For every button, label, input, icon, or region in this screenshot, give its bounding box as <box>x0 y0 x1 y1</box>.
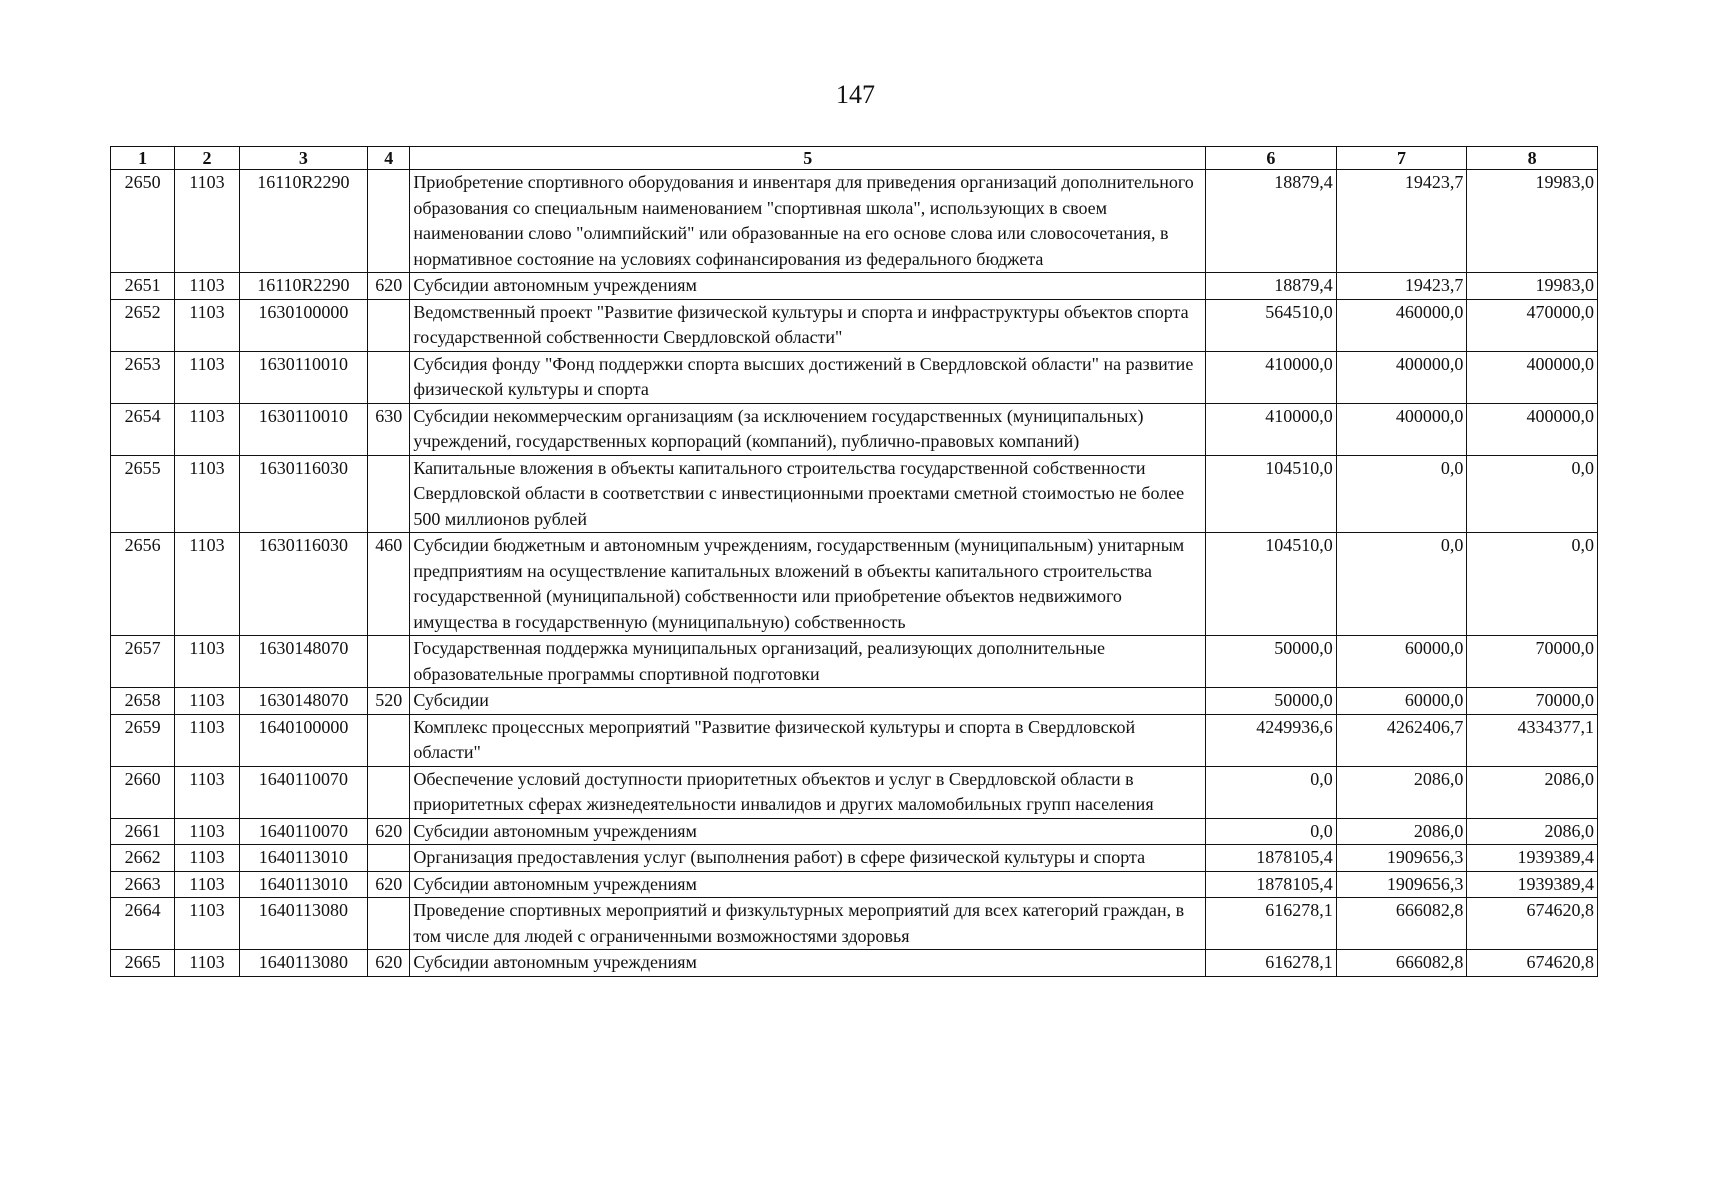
expense-type-cell <box>368 898 410 950</box>
row-number-cell: 2663 <box>111 871 175 898</box>
amount-year2-cell: 666082,8 <box>1336 898 1467 950</box>
target-code-cell: 1640113080 <box>239 950 368 977</box>
amount-year2-cell: 0,0 <box>1336 455 1467 533</box>
section-code-cell: 1103 <box>175 351 239 403</box>
target-code-cell: 1640110070 <box>239 766 368 818</box>
table-row <box>111 818 1598 845</box>
amount-year1-cell: 616278,1 <box>1206 950 1337 977</box>
amount-year2-cell: 400000,0 <box>1336 351 1467 403</box>
target-code-cell: 1630116030 <box>239 455 368 533</box>
description-cell: Субсидии автономным учреждениям <box>410 871 1206 898</box>
column-header: 7 <box>1336 147 1467 170</box>
amount-year2-cell: 0,0 <box>1336 533 1467 636</box>
table-row <box>111 455 1598 533</box>
table-row <box>111 533 1598 636</box>
amount-year2-cell: 60000,0 <box>1336 688 1467 715</box>
description-cell: Субсидии автономным учреждениям <box>410 818 1206 845</box>
section-code-cell: 1103 <box>175 845 239 872</box>
table-row <box>111 636 1598 688</box>
amount-year1-cell: 564510,0 <box>1206 299 1337 351</box>
amount-year1-cell: 4249936,6 <box>1206 714 1337 766</box>
expense-type-cell: 620 <box>368 950 410 977</box>
expense-type-cell: 520 <box>368 688 410 715</box>
description-cell: Субсидии автономным учреждениям <box>410 273 1206 300</box>
amount-year3-cell: 19983,0 <box>1467 273 1598 300</box>
description-cell: Обеспечение условий доступности приоритетных объектов и услуг в Свердловской области в приоритетных сферах жизнедеятельности инвалидов и других маломобильных групп населения <box>410 766 1206 818</box>
row-number-cell: 2655 <box>111 455 175 533</box>
amount-year3-cell: 4334377,1 <box>1467 714 1598 766</box>
description-cell: Проведение спортивных мероприятий и физкультурных мероприятий для всех категорий граждан, в том числе для людей с ограниченными возможностями здоровья <box>410 898 1206 950</box>
description-cell: Капитальные вложения в объекты капитального строительства государственной собственности Свердловской области в соответствии с инвестиционными проектами сметной стоимостью не более 500 миллионов рублей <box>410 455 1206 533</box>
amount-year2-cell: 19423,7 <box>1336 273 1467 300</box>
target-code-cell: 1630116030 <box>239 533 368 636</box>
row-number-cell: 2659 <box>111 714 175 766</box>
section-code-cell: 1103 <box>175 818 239 845</box>
table-row <box>111 403 1598 455</box>
amount-year3-cell: 2086,0 <box>1467 818 1598 845</box>
amount-year3-cell: 674620,8 <box>1467 950 1598 977</box>
description-cell: Государственная поддержка муниципальных организаций, реализующих дополнительные образовательные программы спортивной подготовки <box>410 636 1206 688</box>
amount-year1-cell: 50000,0 <box>1206 688 1337 715</box>
amount-year2-cell: 666082,8 <box>1336 950 1467 977</box>
amount-year1-cell: 18879,4 <box>1206 273 1337 300</box>
target-code-cell: 1630110010 <box>239 403 368 455</box>
amount-year1-cell: 410000,0 <box>1206 403 1337 455</box>
header-row <box>111 147 1598 170</box>
section-code-cell: 1103 <box>175 688 239 715</box>
amount-year2-cell: 19423,7 <box>1336 170 1467 273</box>
row-number-cell: 2664 <box>111 898 175 950</box>
row-number-cell: 2661 <box>111 818 175 845</box>
table-row <box>111 299 1598 351</box>
row-number-cell: 2653 <box>111 351 175 403</box>
expense-type-cell <box>368 455 410 533</box>
row-number-cell: 2665 <box>111 950 175 977</box>
amount-year3-cell: 0,0 <box>1467 455 1598 533</box>
target-code-cell: 1630148070 <box>239 636 368 688</box>
section-code-cell: 1103 <box>175 455 239 533</box>
description-cell: Субсидии автономным учреждениям <box>410 950 1206 977</box>
target-code-cell: 1630100000 <box>239 299 368 351</box>
table-row <box>111 714 1598 766</box>
section-code-cell: 1103 <box>175 533 239 636</box>
budget-table <box>110 146 1598 977</box>
section-code-cell: 1103 <box>175 170 239 273</box>
table-row <box>111 351 1598 403</box>
table-row <box>111 688 1598 715</box>
row-number-cell: 2654 <box>111 403 175 455</box>
row-number-cell: 2650 <box>111 170 175 273</box>
amount-year3-cell: 2086,0 <box>1467 766 1598 818</box>
expense-type-cell <box>368 170 410 273</box>
target-code-cell: 1640113010 <box>239 845 368 872</box>
amount-year1-cell: 18879,4 <box>1206 170 1337 273</box>
target-code-cell: 1640113010 <box>239 871 368 898</box>
amount-year1-cell: 0,0 <box>1206 818 1337 845</box>
amount-year3-cell: 1939389,4 <box>1467 871 1598 898</box>
amount-year3-cell: 470000,0 <box>1467 299 1598 351</box>
target-code-cell: 1630110010 <box>239 351 368 403</box>
column-header: 5 <box>410 147 1206 170</box>
section-code-cell: 1103 <box>175 950 239 977</box>
expense-type-cell: 620 <box>368 818 410 845</box>
section-code-cell: 1103 <box>175 403 239 455</box>
table-row <box>111 273 1598 300</box>
expense-type-cell <box>368 714 410 766</box>
table-body <box>111 170 1598 977</box>
description-cell: Субсидия фонду "Фонд поддержки спорта высших достижений в Свердловской области" на развитие физической культуры и спорта <box>410 351 1206 403</box>
description-cell: Ведомственный проект "Развитие физической культуры и спорта и инфраструктуры объектов спорта государственной собственности Свердловской области" <box>410 299 1206 351</box>
row-number-cell: 2651 <box>111 273 175 300</box>
table-row <box>111 898 1598 950</box>
amount-year1-cell: 410000,0 <box>1206 351 1337 403</box>
target-code-cell: 16110R2290 <box>239 273 368 300</box>
amount-year3-cell: 70000,0 <box>1467 636 1598 688</box>
row-number-cell: 2657 <box>111 636 175 688</box>
amount-year3-cell: 1939389,4 <box>1467 845 1598 872</box>
section-code-cell: 1103 <box>175 871 239 898</box>
section-code-cell: 1103 <box>175 766 239 818</box>
row-number-cell: 2658 <box>111 688 175 715</box>
amount-year2-cell: 2086,0 <box>1336 818 1467 845</box>
target-code-cell: 1640110070 <box>239 818 368 845</box>
page-number: 147 <box>836 80 875 109</box>
amount-year1-cell: 50000,0 <box>1206 636 1337 688</box>
expense-type-cell <box>368 351 410 403</box>
amount-year3-cell: 70000,0 <box>1467 688 1598 715</box>
amount-year3-cell: 400000,0 <box>1467 351 1598 403</box>
description-cell: Комплекс процессных мероприятий "Развитие физической культуры и спорта в Свердловской области" <box>410 714 1206 766</box>
amount-year3-cell: 19983,0 <box>1467 170 1598 273</box>
column-header: 1 <box>111 147 175 170</box>
column-header: 2 <box>175 147 239 170</box>
amount-year2-cell: 2086,0 <box>1336 766 1467 818</box>
target-code-cell: 1640113080 <box>239 898 368 950</box>
description-cell: Субсидии бюджетным и автономным учреждениям, государственным (муниципальным) унитарным предприятиям на осуществление капитальных вложений в объекты капитального строительства государственной (муниципальной) собственности или приобретение объектов недвижимого имущества в государственную (муниципальную) собственность <box>410 533 1206 636</box>
row-number-cell: 2656 <box>111 533 175 636</box>
amount-year2-cell: 460000,0 <box>1336 299 1467 351</box>
table-row <box>111 950 1598 977</box>
amount-year1-cell: 616278,1 <box>1206 898 1337 950</box>
section-code-cell: 1103 <box>175 299 239 351</box>
column-header: 3 <box>239 147 368 170</box>
expense-type-cell: 460 <box>368 533 410 636</box>
target-code-cell: 16110R2290 <box>239 170 368 273</box>
row-number-cell: 2660 <box>111 766 175 818</box>
amount-year3-cell: 674620,8 <box>1467 898 1598 950</box>
expense-type-cell: 620 <box>368 273 410 300</box>
amount-year2-cell: 4262406,7 <box>1336 714 1467 766</box>
amount-year1-cell: 1878105,4 <box>1206 871 1337 898</box>
column-header: 8 <box>1467 147 1598 170</box>
description-cell: Организация предоставления услуг (выполнения работ) в сфере физической культуры и спорта <box>410 845 1206 872</box>
column-header: 6 <box>1206 147 1337 170</box>
section-code-cell: 1103 <box>175 273 239 300</box>
expense-type-cell: 620 <box>368 871 410 898</box>
section-code-cell: 1103 <box>175 636 239 688</box>
table-row <box>111 766 1598 818</box>
description-cell: Субсидии некоммерческим организациям (за исключением государственных (муниципальных) учреждений, государственных корпораций (компаний), публично-правовых компаний) <box>410 403 1206 455</box>
table-row <box>111 845 1598 872</box>
expense-type-cell <box>368 845 410 872</box>
amount-year2-cell: 1909656,3 <box>1336 871 1467 898</box>
row-number-cell: 2662 <box>111 845 175 872</box>
description-cell: Приобретение спортивного оборудования и инвентаря для приведения организаций дополнительного образования со специальным наименованием "спортивная школа", использующих в своем наименовании слово "олимпийский" или образованные на его основе слова или словосочетания, в нормативное состояние на условиях софинансирования из федерального бюджета <box>410 170 1206 273</box>
amount-year1-cell: 104510,0 <box>1206 455 1337 533</box>
table-row <box>111 871 1598 898</box>
amount-year3-cell: 0,0 <box>1467 533 1598 636</box>
amount-year2-cell: 60000,0 <box>1336 636 1467 688</box>
section-code-cell: 1103 <box>175 714 239 766</box>
section-code-cell: 1103 <box>175 898 239 950</box>
expense-type-cell <box>368 299 410 351</box>
expense-type-cell <box>368 766 410 818</box>
column-header: 4 <box>368 147 410 170</box>
amount-year3-cell: 400000,0 <box>1467 403 1598 455</box>
row-number-cell: 2652 <box>111 299 175 351</box>
amount-year2-cell: 400000,0 <box>1336 403 1467 455</box>
target-code-cell: 1640100000 <box>239 714 368 766</box>
description-cell: Субсидии <box>410 688 1206 715</box>
amount-year1-cell: 104510,0 <box>1206 533 1337 636</box>
table-row <box>111 170 1598 273</box>
amount-year1-cell: 0,0 <box>1206 766 1337 818</box>
amount-year2-cell: 1909656,3 <box>1336 845 1467 872</box>
amount-year1-cell: 1878105,4 <box>1206 845 1337 872</box>
target-code-cell: 1630148070 <box>239 688 368 715</box>
expense-type-cell: 630 <box>368 403 410 455</box>
expense-type-cell <box>368 636 410 688</box>
